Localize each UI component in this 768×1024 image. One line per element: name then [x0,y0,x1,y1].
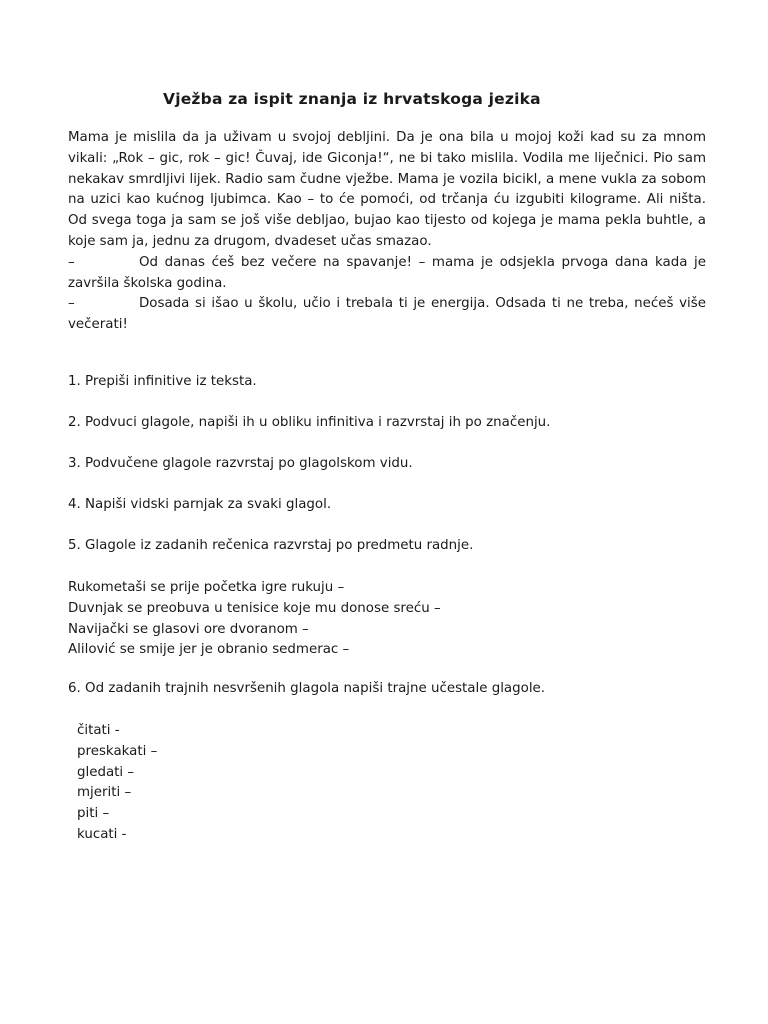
task-6: 6. Od zadanih trajnih nesvršenih glagola napiši trajne učestale glagole. [68,681,546,696]
sentence-item: Rukometaši se prije početka igre rukuju – [68,580,345,595]
dialog-dash: – [68,296,75,312]
verb-item: mjeriti – [77,785,132,801]
verb-item: preskakati – [77,743,158,759]
dialog-line-2 [68,294,706,336]
sentence-list [68,578,441,661]
sentence-item: Duvnjak se preobuva u tenisice koje mu donose sreću – [68,600,441,616]
story-text [68,128,706,336]
dialog-text: Od danas ćeš bez večere na spavanje! – mama je odsjekla prvoga dana kada je završila školska godina. [68,254,706,291]
verb-item: kucati - [77,826,127,842]
verb-list [77,721,157,846]
verb-item: piti – [77,806,110,822]
document-title: Vježba za ispit znanja iz hrvatskoga jezika [163,90,541,108]
dialog-line-1 [68,253,706,295]
sentence-item: Alilović se smije jer je obranio sedmerac – [68,642,350,658]
sentence-item: Navijački se glasovi ore dvoranom – [68,621,309,637]
dialog-text: Dosada si išao u školu, učio i trebala ti je energija. Odsada ti ne treba, nećeš više večerati! [68,296,706,333]
verb-item: gledati – [77,764,135,780]
dialog-dash: – [68,254,75,270]
verb-item: čitati - [77,723,120,738]
task-4: 4. Napiši vidski parnjak za svaki glagol. [68,497,332,512]
task-5: 5. Glagole iz zadanih rečenica razvrstaj po predmetu radnje. [68,538,474,553]
task-1: 1. Prepiši infinitive iz teksta. [68,374,257,389]
task-2: 2. Podvuci glagole, napiši ih u obliku infinitiva i razvrstaj ih po značenju. [68,415,551,430]
task-3: 3. Podvučene glagole razvrstaj po glagolskom vidu. [68,456,413,471]
story-paragraph: Mama je mislila da ja uživam u svojoj debljini. Da je ona bila u mojoj koži kad su za mnom vikali: „Rok – gic, rok – gic! Čuvaj, ide Giconja!“, ne bi tako mislila. Vodila me liječnici. Pio sam nekakav smrdljivi lijek. Radio sam čudne vježbe. Mama je vozila bicikl, a mene vukla za sobom na uzici kao kućnog ljubimca. Kao – to će pomoći, od trčanja ću izgubiti kilograme. Ali ništa. Od svega toga ja sam se još više debljao, bujao kao tijesto od kojega je mama pekla buhtle, a koje sam ja, jednu za drugom, dvadeset učas smazao. [68,130,706,249]
